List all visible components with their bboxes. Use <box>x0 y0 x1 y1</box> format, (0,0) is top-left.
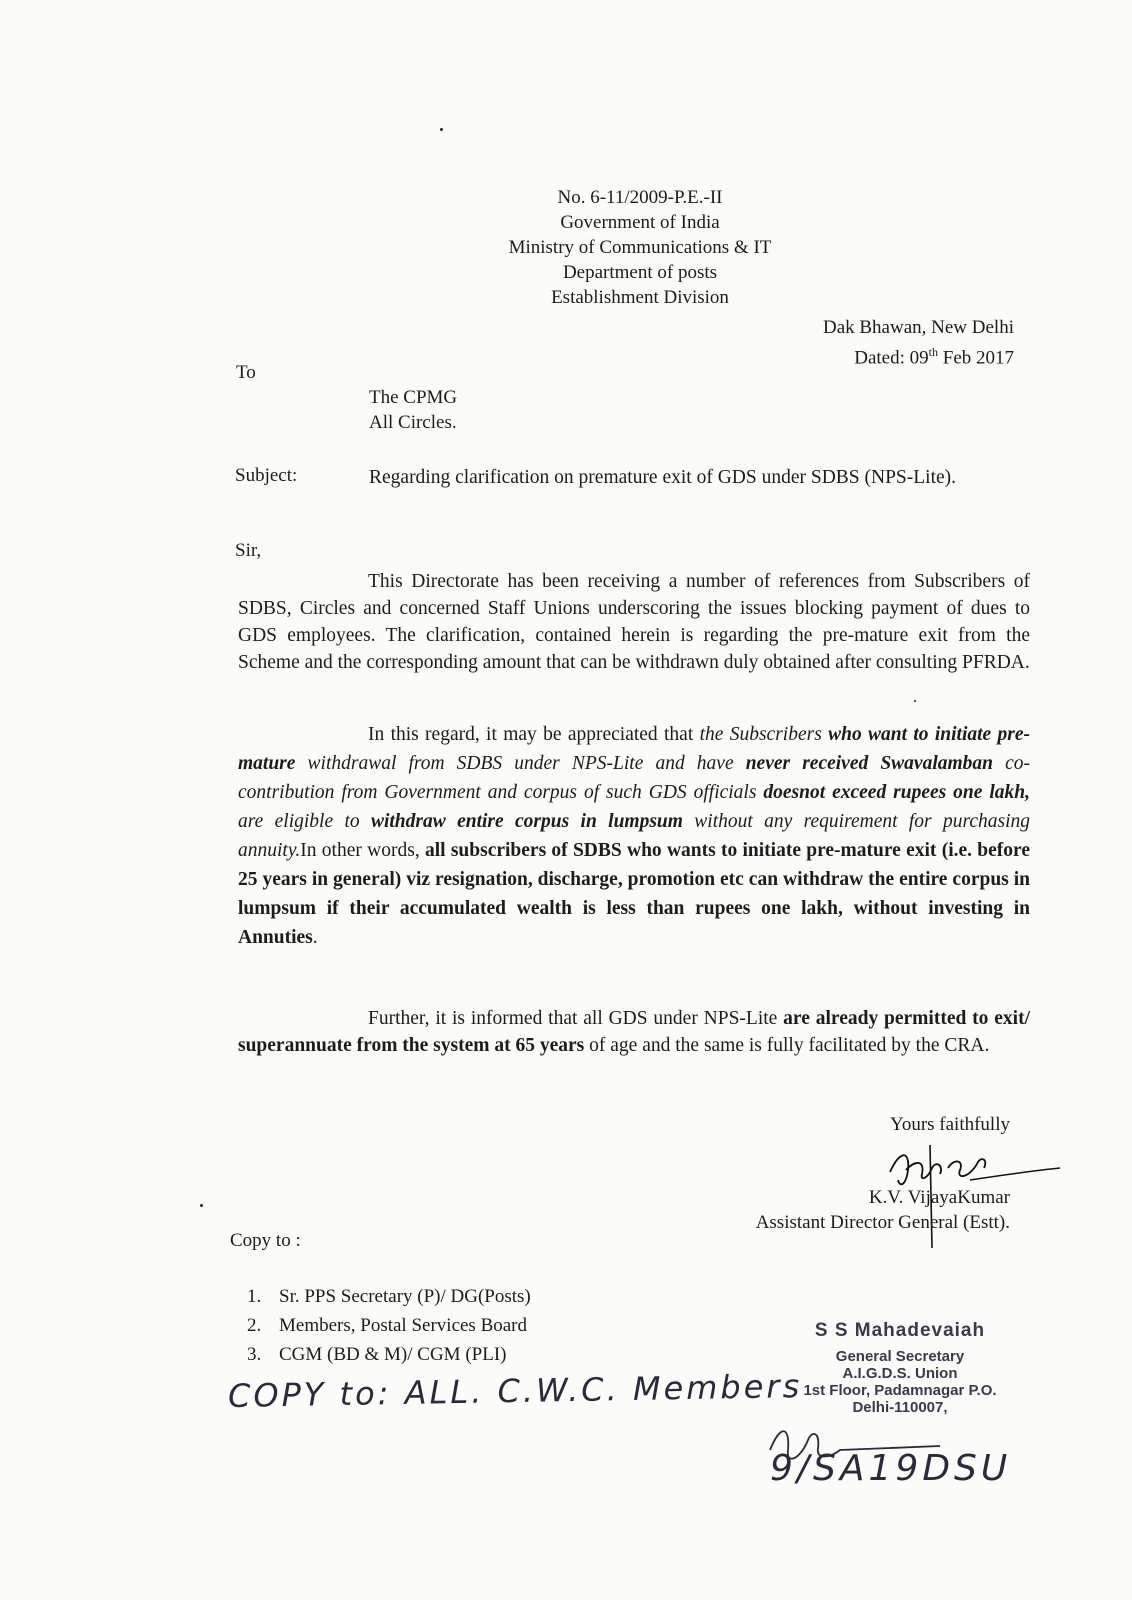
letterhead-department: Department of posts <box>562 262 718 283</box>
stamp-address: 1st Floor, Padamnagar P.O. <box>803 1382 997 1399</box>
union-stamp <box>790 1320 1010 1416</box>
handwritten-ref: 9/SA19DSU <box>770 1448 1012 1489</box>
addressee: The CPMG <box>369 387 458 408</box>
copy-to-label: Copy to : <box>230 1230 301 1251</box>
stamp-union: A.I.G.D.S. Union <box>842 1365 958 1382</box>
letterhead-government: Government of India <box>560 212 720 233</box>
place-date-block <box>780 315 1014 370</box>
letterhead <box>460 185 820 310</box>
letterhead-division: Establishment Division <box>551 287 729 308</box>
paragraph-3: Further, it is informed that all GDS under NPS-Lite are already permitted to exit/ superannuate from the system at 65 years of age and the same is fully facilitated by the CRA. <box>238 1008 1030 1056</box>
date: Dated: 09th Feb 2017 <box>854 345 1014 369</box>
signatory-name: K.V. VijayaKumar <box>868 1187 1010 1208</box>
copy-list <box>247 1282 531 1369</box>
place: Dak Bhawan, New Delhi <box>822 317 1014 338</box>
addressee-block <box>369 385 457 435</box>
stamp-city: Delhi-110007, <box>852 1399 948 1416</box>
salutation: Sir, <box>235 540 262 561</box>
subject-text: Regarding clarification on premature exit of GDS under SDBS (NPS-Lite). <box>369 467 957 488</box>
scan-speck <box>914 700 916 702</box>
letterhead-ministry: Ministry of Communications & IT <box>508 237 772 258</box>
list-item: 2. Members, Postal Services Board <box>247 1315 528 1336</box>
closing: Yours faithfully <box>890 1114 1010 1135</box>
paragraph-2: In this regard, it may be appreciated that the Subscribers who want to initiate pre-mature withdrawal from SDBS under NPS-Lite and have never received Swavalamban co-contribution from Government and corpus of such GDS officials doesnot exceed rupees one lakh, are eligible to withdraw entire corpus in lumpsum without any requirement for purchasing annuity.In other words, all subscribers of SDBS who wants to initiate pre-mature exit (i.e. before 25 years in general) viz resignation, discharge, promotion etc can withdraw the entire corpus in lumpsum if their accumulated wealth is less than rupees one lakh, without investing in Annuties. <box>238 724 1031 948</box>
addressee-circles: All Circles. <box>369 412 457 433</box>
list-item: 3. CGM (BD & M)/ CGM (PLI) <box>247 1344 507 1365</box>
reference-number: No. 6-11/2009-P.E.-II <box>557 187 723 208</box>
list-item: 1. Sr. PPS Secretary (P)/ DG(Posts) <box>247 1286 531 1307</box>
signatory-designation: Assistant Director General (Estt). <box>755 1212 1010 1233</box>
scan-speck <box>200 1204 203 1207</box>
paragraph-1: This Directorate has been receiving a number of references from Subscribers of SDBS, Circles and concerned Staff Unions underscoring the issues blocking payment of dues to GDS employees. The clarification, contained herein is regarding the pre-mature exit from the Scheme and the corresponding amount that can be withdrawn duly obtained after consulting PFRDA. <box>238 571 1030 673</box>
subject-label: Subject: <box>235 465 298 486</box>
scan-speck <box>440 128 443 131</box>
handwritten-note: COPY to: ALL. C.W.C. Members <box>227 1366 803 1416</box>
stamp-name: S S Mahadevaiah <box>814 1320 986 1341</box>
to-label: To <box>236 362 256 383</box>
stamp-title: General Secretary <box>835 1348 965 1365</box>
